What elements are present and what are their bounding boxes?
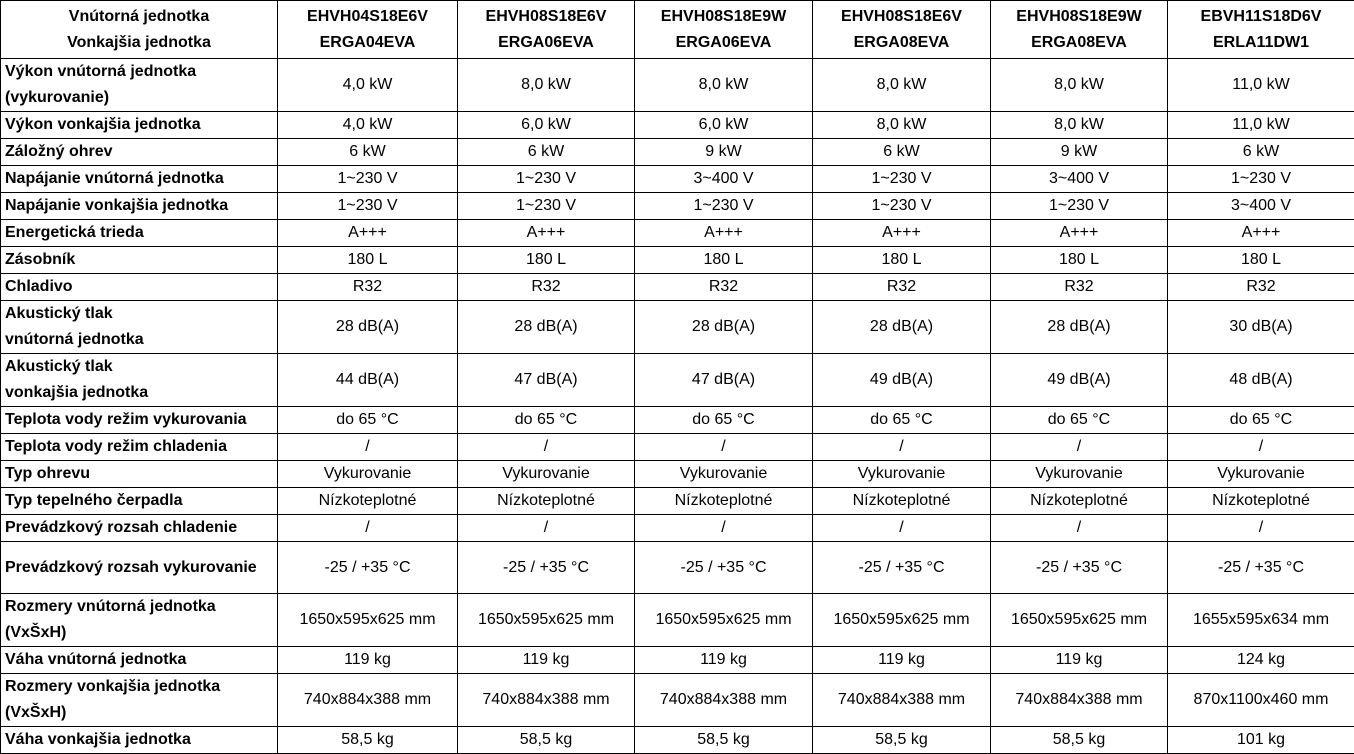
table-row <box>1 461 1354 488</box>
value-cell: do 65 °C <box>635 407 813 434</box>
value-cell: 1~230 V <box>458 193 635 220</box>
value-cell: 1~230 V <box>991 193 1168 220</box>
value-cell: 6,0 kW <box>458 112 635 139</box>
table-row <box>1 594 1354 647</box>
value-cell: R32 <box>1168 274 1354 301</box>
value-cell: do 65 °C <box>458 407 635 434</box>
row-label-cell <box>1 301 278 354</box>
value-cell: do 65 °C <box>991 407 1168 434</box>
value-cell: 8,0 kW <box>813 112 991 139</box>
value-cell: 180 L <box>635 247 813 274</box>
value-cell: 8,0 kW <box>635 59 813 112</box>
value-cell: 44 dB(A) <box>278 354 458 407</box>
value-cell: 9 kW <box>635 139 813 166</box>
row-label-cell <box>1 542 278 594</box>
value-cell: 180 L <box>458 247 635 274</box>
value-cell: R32 <box>278 274 458 301</box>
row-label: Teplota vody režim chladenia <box>5 434 273 460</box>
value-cell: -25 / +35 °C <box>635 542 813 594</box>
value-cell: / <box>991 434 1168 461</box>
value-cell: 49 dB(A) <box>813 354 991 407</box>
value-cell: 1~230 V <box>635 193 813 220</box>
value-cell: 1~230 V <box>278 166 458 193</box>
value-cell: 28 dB(A) <box>278 301 458 354</box>
value-cell: 9 kW <box>991 139 1168 166</box>
value-cell: / <box>458 434 635 461</box>
value-cell: 6 kW <box>458 139 635 166</box>
model-indoor-code: EBVH11S18D6V <box>1172 4 1350 30</box>
model-header-cell <box>278 1 458 59</box>
row-label: Energetická trieda <box>5 220 273 246</box>
value-cell: 58,5 kg <box>278 727 458 754</box>
value-cell: 119 kg <box>278 647 458 674</box>
model-header-cell <box>813 1 991 59</box>
row-label: Výkon vnútorná jednotka <box>5 59 273 85</box>
table-row <box>1 193 1354 220</box>
value-cell: 1~230 V <box>813 193 991 220</box>
value-cell: A+++ <box>635 220 813 247</box>
value-cell: 1650x595x625 mm <box>278 594 458 647</box>
value-cell: 124 kg <box>1168 647 1354 674</box>
value-cell: 3~400 V <box>1168 193 1354 220</box>
value-cell: -25 / +35 °C <box>1168 542 1354 594</box>
table-row <box>1 139 1354 166</box>
row-label: Prevádzkový rozsah vykurovanie <box>5 555 273 581</box>
row-label-cell <box>1 674 278 727</box>
row-label-cell <box>1 434 278 461</box>
row-label: Akustický tlak <box>5 354 273 380</box>
row-label-cell <box>1 515 278 542</box>
row-label-cell <box>1 193 278 220</box>
value-cell: / <box>813 434 991 461</box>
row-label: Chladivo <box>5 274 273 300</box>
model-outdoor-code: ERLA11DW1 <box>1172 30 1350 56</box>
value-cell: Vykurovanie <box>991 461 1168 488</box>
value-cell: 47 dB(A) <box>635 354 813 407</box>
table-row <box>1 647 1354 674</box>
value-cell: 58,5 kg <box>991 727 1168 754</box>
value-cell: 58,5 kg <box>813 727 991 754</box>
model-header-cell <box>635 1 813 59</box>
model-outdoor-code: ERGA06EVA <box>462 30 630 56</box>
value-cell: / <box>1168 515 1354 542</box>
row-label: Rozmery vonkajšia jednotka <box>5 674 273 700</box>
row-label-cell <box>1 166 278 193</box>
table-row <box>1 674 1354 727</box>
row-label-cell <box>1 647 278 674</box>
value-cell: Nízkoteplotné <box>458 488 635 515</box>
row-label-cell <box>1 461 278 488</box>
value-cell: -25 / +35 °C <box>813 542 991 594</box>
value-cell: 740x884x388 mm <box>458 674 635 727</box>
value-cell: 47 dB(A) <box>458 354 635 407</box>
value-cell: 1~230 V <box>813 166 991 193</box>
model-indoor-code: EHVH08S18E6V <box>462 4 630 30</box>
value-cell: R32 <box>991 274 1168 301</box>
value-cell: 28 dB(A) <box>458 301 635 354</box>
row-label-cell <box>1 112 278 139</box>
value-cell: 119 kg <box>635 647 813 674</box>
row-label: Zásobník <box>5 247 273 273</box>
row-label: Typ ohrevu <box>5 461 273 487</box>
model-indoor-code: EHVH08S18E9W <box>639 4 808 30</box>
value-cell: 6,0 kW <box>635 112 813 139</box>
value-cell: Vykurovanie <box>278 461 458 488</box>
value-cell: 28 dB(A) <box>991 301 1168 354</box>
value-cell: 6 kW <box>278 139 458 166</box>
table-row <box>1 59 1354 112</box>
row-label-cell <box>1 488 278 515</box>
model-outdoor-code: ERGA04EVA <box>282 30 453 56</box>
row-label: Výkon vonkajšia jednotka <box>5 112 273 138</box>
value-cell: A+++ <box>813 220 991 247</box>
value-cell: 4,0 kW <box>278 112 458 139</box>
value-cell: / <box>635 434 813 461</box>
table-row <box>1 166 1354 193</box>
value-cell: 49 dB(A) <box>991 354 1168 407</box>
value-cell: 30 dB(A) <box>1168 301 1354 354</box>
value-cell: 6 kW <box>813 139 991 166</box>
value-cell: 6 kW <box>1168 139 1354 166</box>
value-cell: Nízkoteplotné <box>635 488 813 515</box>
value-cell: 870x1100x460 mm <box>1168 674 1354 727</box>
table-row <box>1 515 1354 542</box>
value-cell: 8,0 kW <box>458 59 635 112</box>
value-cell: 48 dB(A) <box>1168 354 1354 407</box>
model-indoor-code: EHVH08S18E6V <box>817 4 986 30</box>
row-label: Napájanie vonkajšia jednotka <box>5 193 273 219</box>
row-label: vonkajšia jednotka <box>5 380 273 406</box>
row-label-cell <box>1 220 278 247</box>
value-cell: 28 dB(A) <box>635 301 813 354</box>
value-cell: 740x884x388 mm <box>635 674 813 727</box>
row-label: Napájanie vnútorná jednotka <box>5 166 273 192</box>
model-outdoor-code: ERGA06EVA <box>639 30 808 56</box>
value-cell: / <box>458 515 635 542</box>
table-row <box>1 434 1354 461</box>
value-cell: -25 / +35 °C <box>458 542 635 594</box>
value-cell: 1650x595x625 mm <box>458 594 635 647</box>
value-cell: 119 kg <box>458 647 635 674</box>
value-cell: do 65 °C <box>813 407 991 434</box>
value-cell: 180 L <box>991 247 1168 274</box>
row-label: Teplota vody režim vykurovania <box>5 407 273 433</box>
value-cell: do 65 °C <box>278 407 458 434</box>
value-cell: 8,0 kW <box>991 112 1168 139</box>
value-cell: 1655x595x634 mm <box>1168 594 1354 647</box>
value-cell: 8,0 kW <box>813 59 991 112</box>
value-cell: 8,0 kW <box>991 59 1168 112</box>
value-cell: 1650x595x625 mm <box>813 594 991 647</box>
table-row <box>1 112 1354 139</box>
value-cell: 180 L <box>813 247 991 274</box>
value-cell: 1650x595x625 mm <box>991 594 1168 647</box>
row-label: Akustický tlak <box>5 301 273 327</box>
table-row <box>1 727 1354 754</box>
value-cell: Nízkoteplotné <box>278 488 458 515</box>
value-cell: 180 L <box>278 247 458 274</box>
value-cell: A+++ <box>991 220 1168 247</box>
header-row <box>1 1 1354 59</box>
value-cell: 119 kg <box>813 647 991 674</box>
value-cell: A+++ <box>278 220 458 247</box>
row-label: Rozmery vnútorná jednotka <box>5 594 273 620</box>
row-label: Záložný ohrev <box>5 139 273 165</box>
value-cell: 3~400 V <box>991 166 1168 193</box>
model-outdoor-code: ERGA08EVA <box>995 30 1163 56</box>
row-label: vnútorná jednotka <box>5 327 273 353</box>
value-cell: Nízkoteplotné <box>813 488 991 515</box>
table-row <box>1 488 1354 515</box>
value-cell: R32 <box>458 274 635 301</box>
value-cell: A+++ <box>1168 220 1354 247</box>
value-cell: 740x884x388 mm <box>813 674 991 727</box>
header-label-outdoor: Vonkajšia jednotka <box>5 30 273 56</box>
value-cell: 740x884x388 mm <box>278 674 458 727</box>
value-cell: 1~230 V <box>458 166 635 193</box>
value-cell: A+++ <box>458 220 635 247</box>
value-cell: 28 dB(A) <box>813 301 991 354</box>
value-cell: Vykurovanie <box>1168 461 1354 488</box>
value-cell: -25 / +35 °C <box>278 542 458 594</box>
value-cell: / <box>1168 434 1354 461</box>
value-cell: / <box>991 515 1168 542</box>
value-cell: do 65 °C <box>1168 407 1354 434</box>
row-label-cell <box>1 59 278 112</box>
row-label-cell <box>1 727 278 754</box>
value-cell: R32 <box>635 274 813 301</box>
value-cell: 1650x595x625 mm <box>635 594 813 647</box>
value-cell: 58,5 kg <box>458 727 635 754</box>
row-label-cell <box>1 354 278 407</box>
value-cell: Vykurovanie <box>813 461 991 488</box>
table-row <box>1 274 1354 301</box>
table-row <box>1 542 1354 594</box>
value-cell: / <box>635 515 813 542</box>
model-header-cell <box>1168 1 1354 59</box>
model-header-cell <box>991 1 1168 59</box>
row-label: (VxŠxH) <box>5 620 273 646</box>
row-label: Prevádzkový rozsah chladenie <box>5 515 273 541</box>
value-cell: / <box>813 515 991 542</box>
value-cell: 4,0 kW <box>278 59 458 112</box>
row-label: Váha vonkajšia jednotka <box>5 727 273 753</box>
model-indoor-code: EHVH04S18E6V <box>282 4 453 30</box>
value-cell: R32 <box>813 274 991 301</box>
row-label-cell <box>1 139 278 166</box>
value-cell: 11,0 kW <box>1168 59 1354 112</box>
row-label-cell <box>1 247 278 274</box>
value-cell: Nízkoteplotné <box>1168 488 1354 515</box>
table-row <box>1 301 1354 354</box>
value-cell: 58,5 kg <box>635 727 813 754</box>
value-cell: 11,0 kW <box>1168 112 1354 139</box>
value-cell: 1~230 V <box>278 193 458 220</box>
model-indoor-code: EHVH08S18E9W <box>995 4 1163 30</box>
model-header-cell <box>458 1 635 59</box>
table-row <box>1 407 1354 434</box>
header-label-indoor: Vnútorná jednotka <box>5 4 273 30</box>
row-label: (vykurovanie) <box>5 85 273 111</box>
model-outdoor-code: ERGA08EVA <box>817 30 986 56</box>
row-label-cell <box>1 594 278 647</box>
row-label: (VxŠxH) <box>5 700 273 726</box>
table-row <box>1 354 1354 407</box>
row-label: Typ tepelného čerpadla <box>5 488 273 514</box>
row-label-cell <box>1 274 278 301</box>
value-cell: / <box>278 515 458 542</box>
value-cell: / <box>278 434 458 461</box>
value-cell: Vykurovanie <box>458 461 635 488</box>
table-row <box>1 220 1354 247</box>
value-cell: 180 L <box>1168 247 1354 274</box>
value-cell: 119 kg <box>991 647 1168 674</box>
value-cell: 740x884x388 mm <box>991 674 1168 727</box>
value-cell: 3~400 V <box>635 166 813 193</box>
row-label-cell <box>1 407 278 434</box>
value-cell: 1~230 V <box>1168 166 1354 193</box>
header-label-cell <box>1 1 278 59</box>
value-cell: Vykurovanie <box>635 461 813 488</box>
value-cell: -25 / +35 °C <box>991 542 1168 594</box>
value-cell: 101 kg <box>1168 727 1354 754</box>
value-cell: Nízkoteplotné <box>991 488 1168 515</box>
table-row <box>1 247 1354 274</box>
row-label: Váha vnútorná jednotka <box>5 647 273 673</box>
